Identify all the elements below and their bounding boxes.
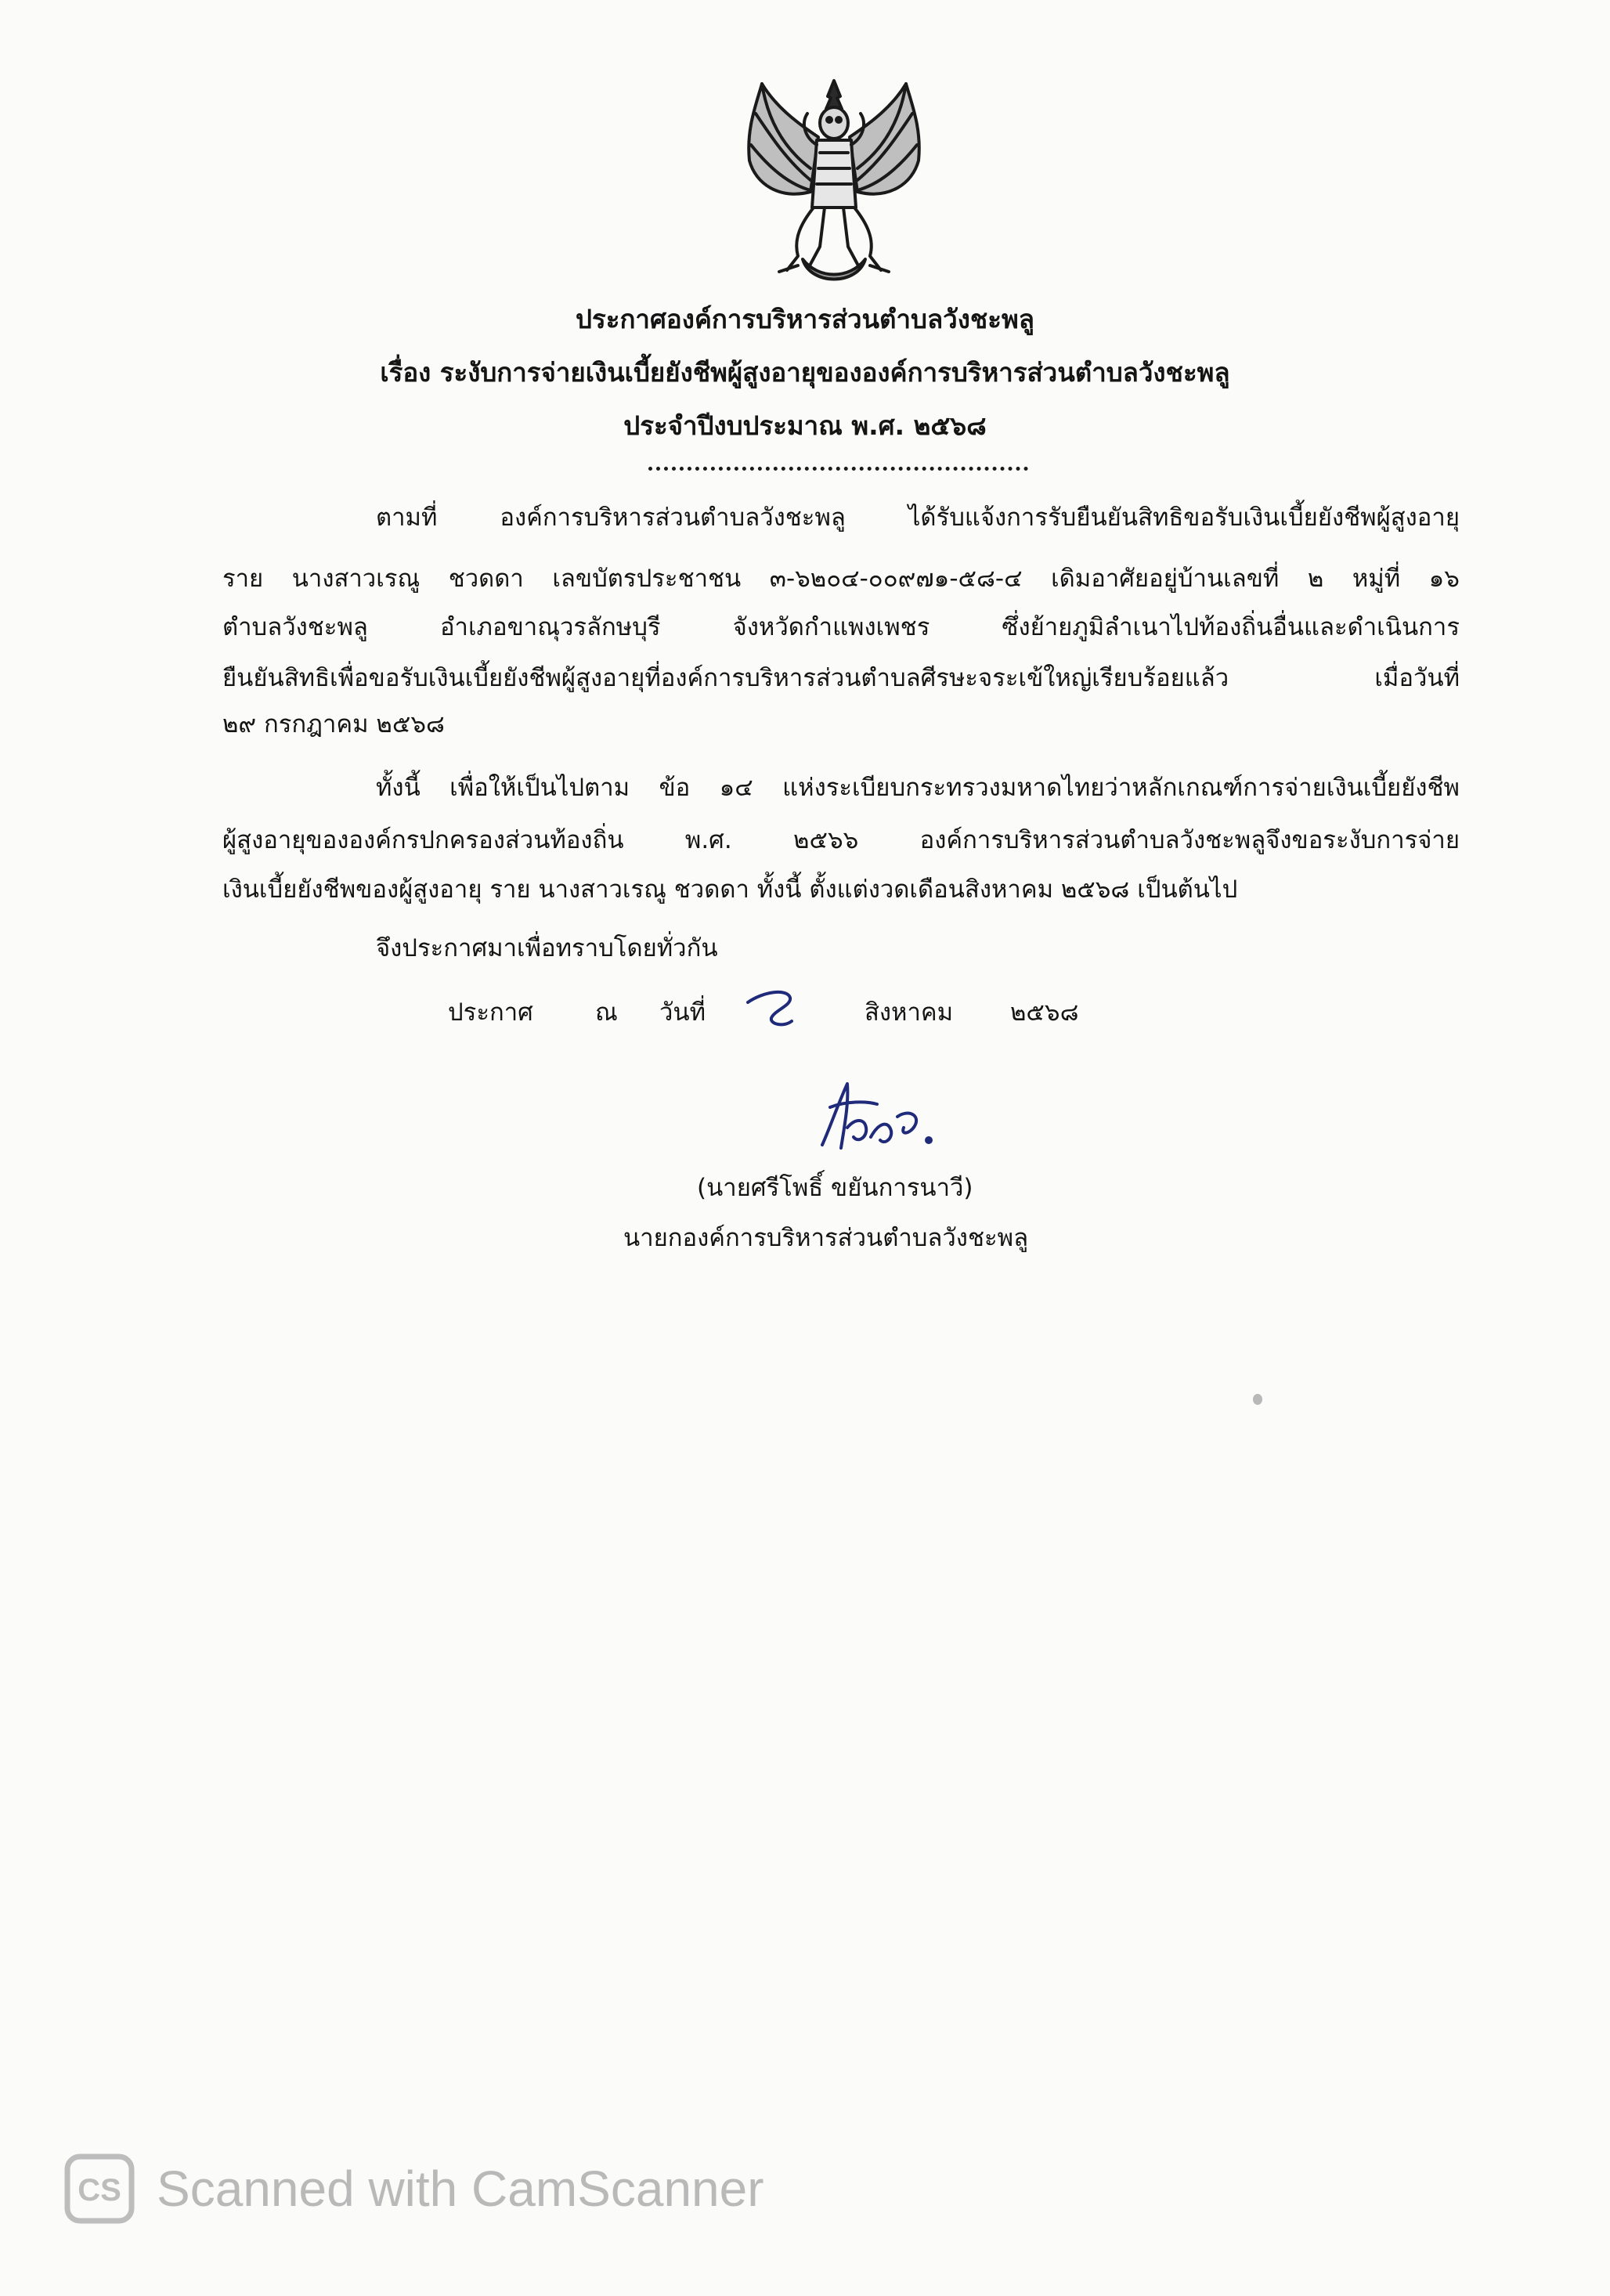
para1-line5: ๒๙ กรกฎาคม ๒๕๖๘ xyxy=(222,710,445,738)
para1-line2: ราย นางสาวเรณู ชวดดา เลขบัตรประชาชน ๓-๖๒๐๔-๐๐๙๗๑-๕๘-๔ เดิมอาศัยอยู่บ้านเลขที่ ๒ หมู่ที่ ๑๖ xyxy=(222,565,1460,593)
para1-line4: ยืนยันสิทธิเพื่อขอรับเงินเบี้ยยังชีพผู้สูงอายุที่องค์การบริหารส่วนตำบลศีรษะจระเข้ใหญ่เรียบร้อยแล้ว เมื่อวันที่ xyxy=(222,664,1460,692)
scan-speck xyxy=(1253,1394,1262,1405)
camscanner-watermark-text: Scanned with CamScanner xyxy=(157,2161,764,2217)
para2-line3: เงินเบี้ยยังชีพของผู้สูงอายุ ราย นางสาวเรณู ชวดดา ทั้งนี้ ตั้งแต่งวดเดือนสิงหาคม ๒๕๖๘ เป็นต้นไป xyxy=(222,875,1238,904)
para1-line3: ตำบลวังชะพลู อำเภอขาณุวรลักษบุรี จังหวัดกำแพงเพชร ซึ่งย้ายภูมิลำเนาไปท้องถิ่นอื่นและดำเนินการ xyxy=(222,613,1460,641)
signatory-name: (นายศรีโพธิ์ ขยันการนาวี) xyxy=(697,1174,973,1202)
camscanner-logo-text: CS xyxy=(78,2173,121,2208)
date-month: สิงหาคม xyxy=(865,998,954,1027)
para2-line1: ทั้งนี้ เพื่อให้เป็นไปตาม ข้อ ๑๔ แห่งระเบียบกระทรวงมหาดไทยว่าหลักเกณฑ์การจ่ายเงินเบี้ยยังชีพ xyxy=(376,774,1460,802)
separator-dotted-line xyxy=(648,467,1028,471)
signatory-position: นายกองค์การบริหารส่วนตำบลวังชะพลู xyxy=(623,1224,1029,1252)
date-at: ณ xyxy=(595,998,618,1027)
garuda-emblem xyxy=(732,74,936,294)
signature-scribble xyxy=(807,1073,948,1159)
closing-statement: จึงประกาศมาเพื่อทราบโดยทั่วกัน xyxy=(376,934,718,962)
date-day-label: วันที่ xyxy=(659,998,706,1027)
date-year: ๒๕๖๘ xyxy=(1010,998,1079,1027)
para2-line2: ผู้สูงอายุขององค์กรปกครองส่วนท้องถิ่น พ.ศ. ๒๕๖๖ องค์การบริหารส่วนตำบลวังชะพลูจึงขอระงับการจ่าย xyxy=(222,826,1460,854)
announcement-subject: เรื่อง ระงับการจ่ายเงินเบี้ยยังชีพผู้สูงอายุขององค์การบริหารส่วนตำบลวังชะพลู xyxy=(380,357,1230,388)
camscanner-logo-icon xyxy=(64,2153,135,2224)
para1-line1: ตามที่ องค์การบริหารส่วนตำบลวังชะพลู ได้รับแจ้งการรับยืนยันสิทธิขอรับเงินเบี้ยยังชีพผู้สูงอายุ xyxy=(376,504,1460,532)
announcement-fiscal-year: ประจำปีงบประมาณ พ.ศ. ๒๕๖๘ xyxy=(623,410,987,441)
date-prefix: ประกาศ xyxy=(448,998,533,1027)
handwritten-day-mark xyxy=(740,980,818,1035)
announcement-title: ประกาศองค์การบริหารส่วนตำบลวังชะพลู xyxy=(576,304,1034,334)
